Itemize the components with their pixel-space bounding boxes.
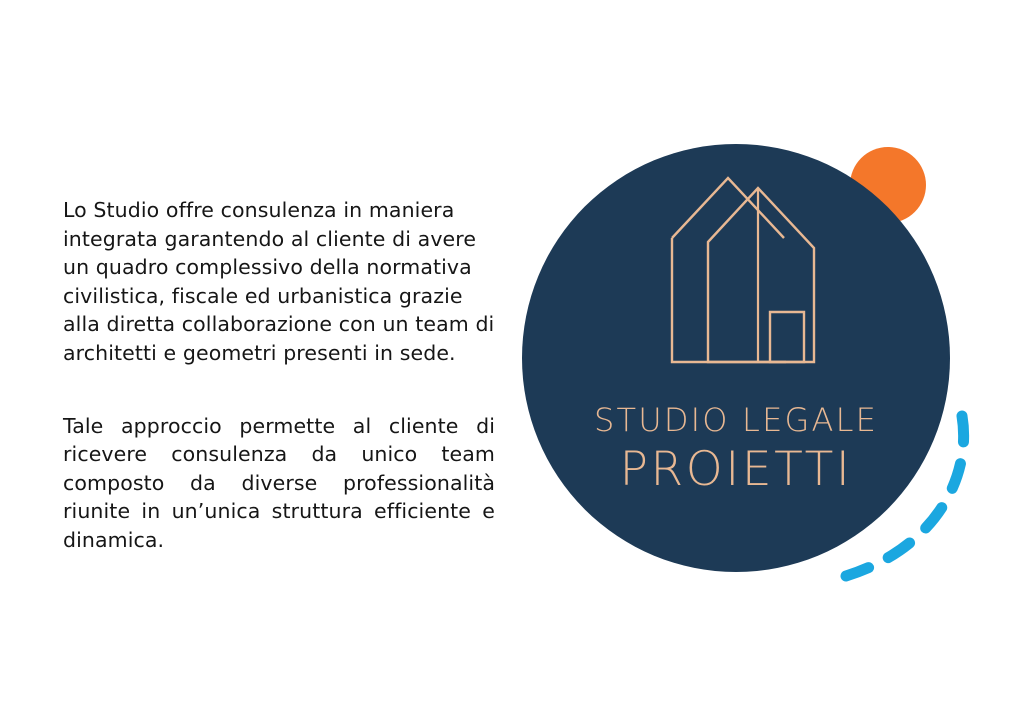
body-text-column (63, 196, 495, 555)
paragraph-approach: Tale approccio permette al cliente di ricevere consulenza da unico team composto da diverse professionalità riunite in un’unica struttura efficiente e dinamica. (63, 413, 495, 552)
logo-wordmark (510, 400, 962, 498)
paragraph-intro: Lo Studio offre consulenza in maniera integrata garantendo al cliente di avere un quadro complessivo della normativa civilistica, fiscale ed urbanistica grazie alla diretta collaborazione con un team di architetti e geometri presenti in sede. (63, 198, 495, 365)
logo-lockup (510, 130, 980, 600)
house-outline-icon (636, 166, 836, 402)
logo-wordmark-line-2: PROIETTI (619, 442, 853, 497)
logo-wordmark-line-1: STUDIO LEGALE (593, 401, 879, 439)
